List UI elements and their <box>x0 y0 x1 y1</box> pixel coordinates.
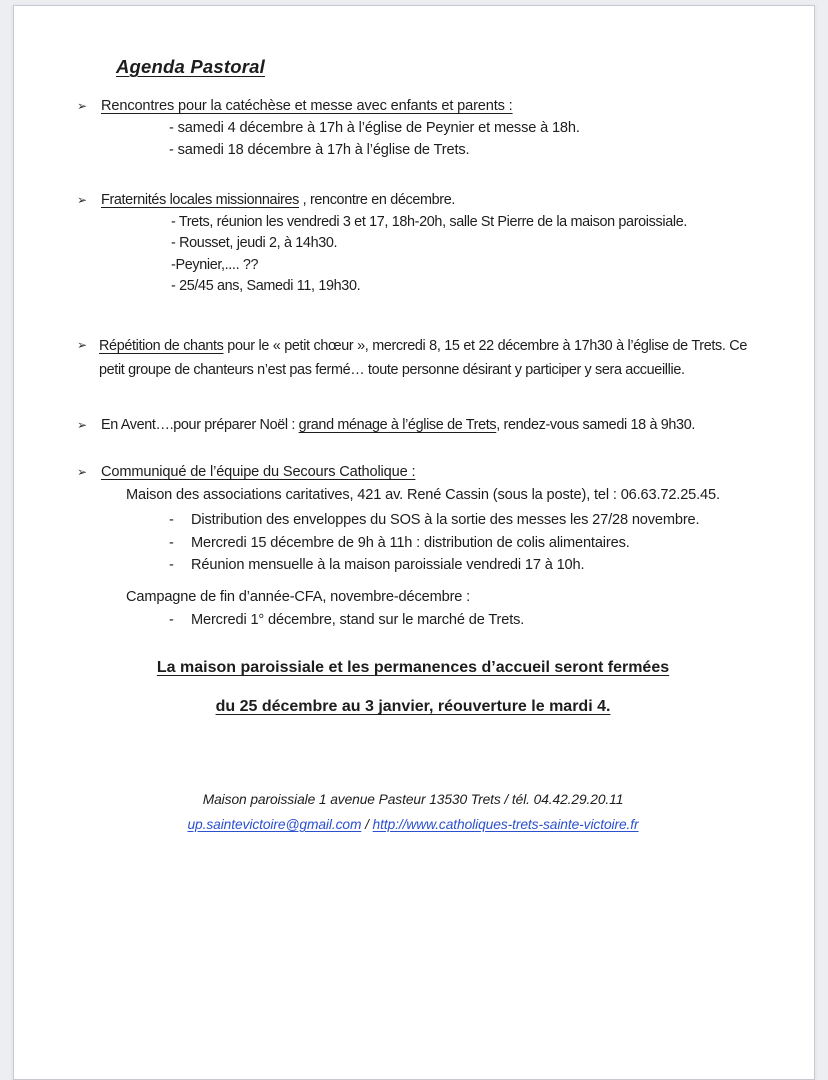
footer-links <box>77 817 749 832</box>
arrow-bullet-icon: ➢ <box>77 418 87 432</box>
list-item <box>169 557 584 573</box>
list-item: - samedi 4 décembre à 17h à l’église de Peynier et messe à 18h. <box>169 120 580 136</box>
avent-underlined: grand ménage à l’église de Trets <box>298 417 497 433</box>
list-item-text: Distribution des enveloppes du SOS à la sortie des messes les 27/28 novembre. <box>191 512 700 528</box>
list-item: - 25/45 ans, Samedi 11, 19h30. <box>171 278 361 294</box>
list-item: -Peynier,.... ?? <box>171 257 259 273</box>
page-title: Agenda Pastoral <box>116 56 265 77</box>
list-item-text: Mercredi 1° décembre, stand sur le marché de Trets. <box>191 612 525 628</box>
arrow-bullet-icon: ➢ <box>77 338 88 352</box>
email-link[interactable]: up.saintevictoire@gmail.com <box>187 817 362 832</box>
footer-separator: / <box>361 817 373 832</box>
arrow-bullet-icon: ➢ <box>77 465 87 479</box>
list-item <box>169 512 699 528</box>
section-heading-text: Communiqué de l’équipe du Secours Catholique : <box>101 464 416 480</box>
paragraph-body: pour le « petit chœur », mercredi 8, 15 et 22 décembre à 17h30 à l’église de Trets. Ce petit groupe de chanteurs n’est pas fermé… toute personne désirant y participer y sera accueillie. <box>99 338 747 378</box>
secours-campagne: Campagne de fin d’année-CFA, novembre-décembre : <box>126 589 471 605</box>
section-heading-text: Rencontres pour la catéchèse et messe avec enfants et parents : <box>101 98 513 114</box>
list-item: - Rousset, jeudi 2, à 14h30. <box>171 235 338 251</box>
website-link[interactable]: http://www.catholiques-trets-sainte-victoire.fr <box>372 817 639 832</box>
section-heading-rencontres <box>77 98 513 114</box>
section-heading-secours <box>77 464 415 480</box>
avent-after: , rendez-vous samedi 18 à 9h30. <box>496 417 696 433</box>
section-repetition <box>77 334 747 382</box>
closure-notice-line1: La maison paroissiale et les permanences d’accueil seront fermées <box>156 659 670 676</box>
avent-before: En Avent….pour préparer Noël : <box>101 417 299 433</box>
section-avent <box>77 417 695 433</box>
list-item: - samedi 18 décembre à 17h à l’église de Trets. <box>169 142 470 158</box>
list-item <box>169 535 630 551</box>
dash-bullet-icon: - <box>169 557 174 573</box>
dash-bullet-icon: - <box>169 512 174 528</box>
list-item-text: Mercredi 15 décembre de 9h à 11h : distribution de colis alimentaires. <box>191 535 630 551</box>
secours-address: Maison des associations caritatives, 421 av. René Cassin (sous la poste), tel : 06.63.72.25.45. <box>126 487 720 503</box>
section-heading-text: Fraternités locales missionnaires <box>101 192 299 208</box>
document-page <box>13 5 815 1080</box>
list-item-text: Réunion mensuelle à la maison paroissiale vendredi 17 à 10h. <box>191 557 585 573</box>
dash-bullet-icon: - <box>169 612 174 628</box>
section-heading-fraternites <box>77 192 455 208</box>
paragraph-lead: Répétition de chants <box>99 338 224 354</box>
list-item <box>169 612 524 628</box>
paragraph <box>99 334 747 382</box>
closure-notice-line2: du 25 décembre au 3 janvier, réouverture le mardi 4. <box>215 698 611 715</box>
arrow-bullet-icon: ➢ <box>77 193 87 207</box>
footer-address: Maison paroissiale 1 avenue Pasteur 13530 Trets / tél. 04.42.29.20.11 <box>202 792 624 807</box>
dash-bullet-icon: - <box>169 535 174 551</box>
list-item: - Trets, réunion les vendredi 3 et 17, 18h-20h, salle St Pierre de la maison paroissiale. <box>171 214 687 230</box>
arrow-bullet-icon: ➢ <box>77 99 87 113</box>
section-heading-rest: , rencontre en décembre. <box>299 192 456 208</box>
